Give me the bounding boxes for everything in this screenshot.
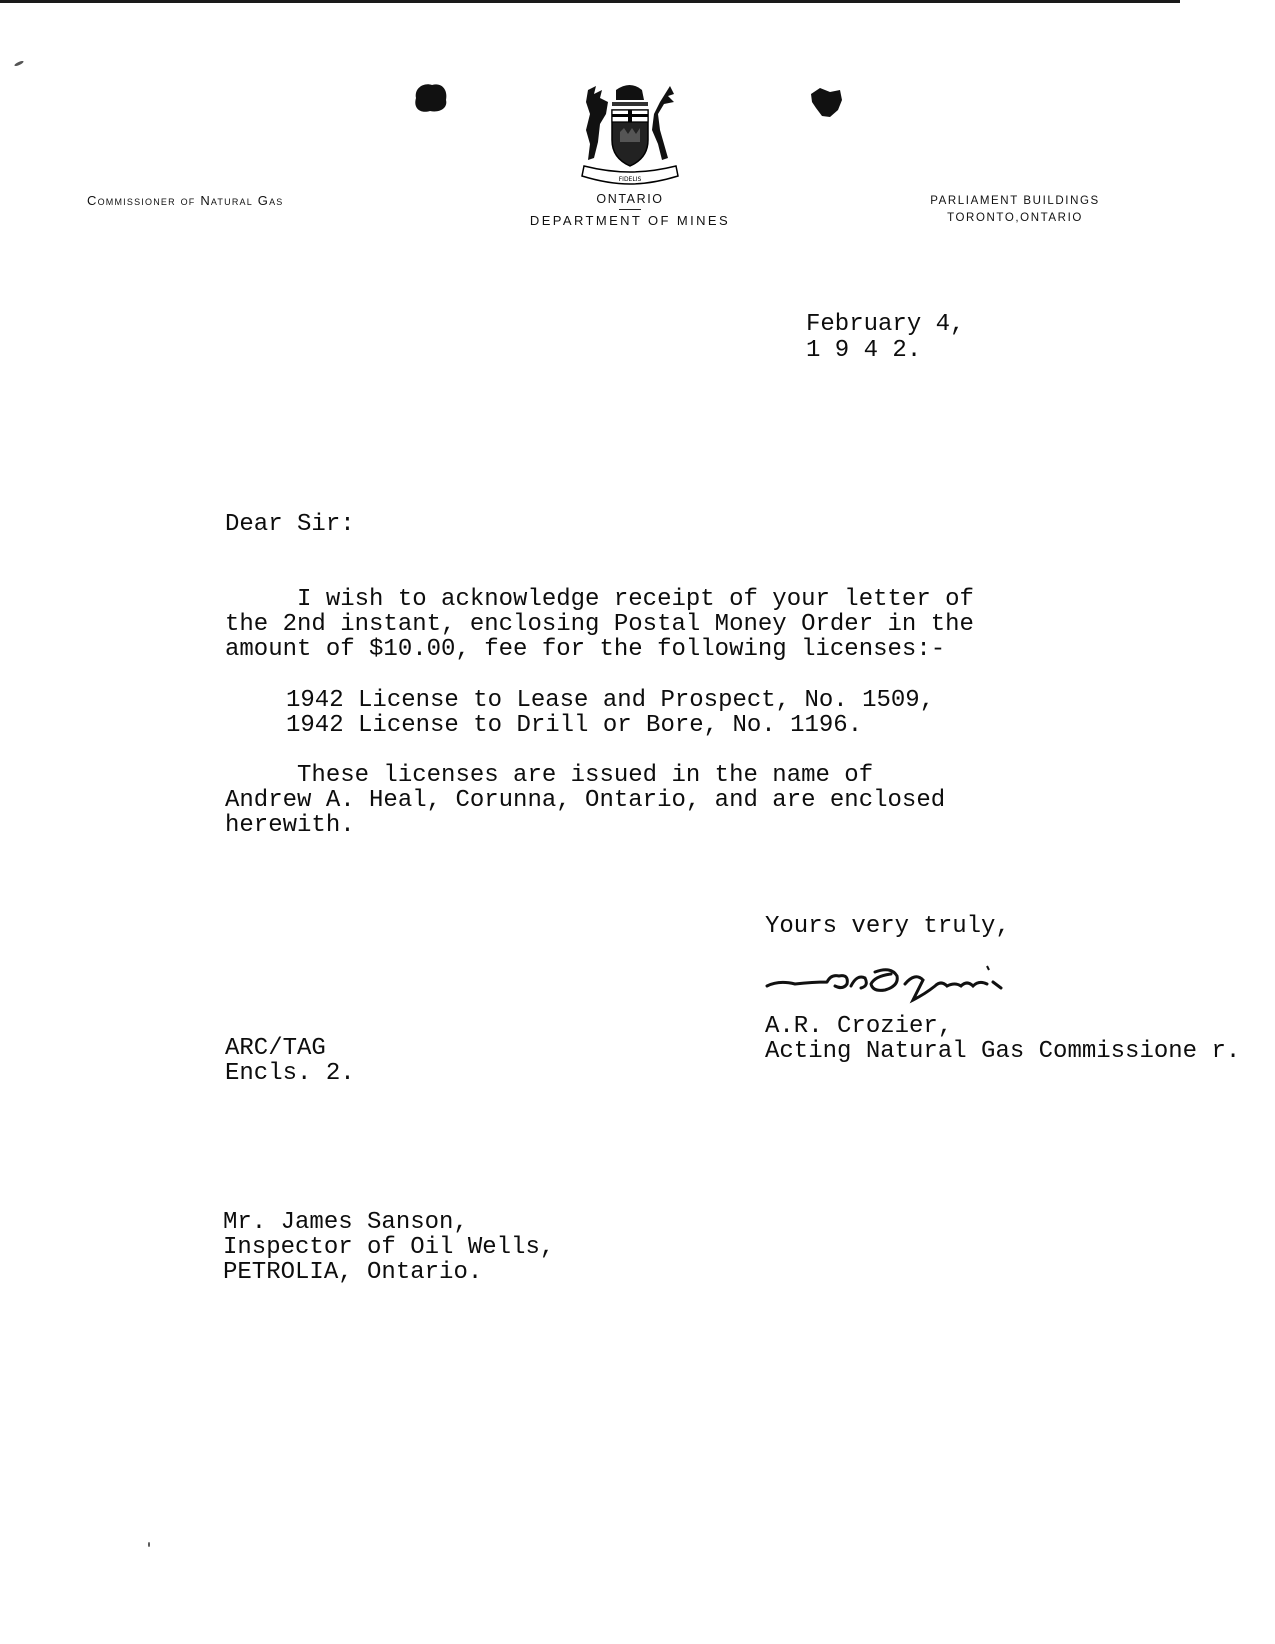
letter-date-line2: 1 9 4 2. [806,337,922,364]
letter-date-line1: February 4, [806,311,965,338]
margin-speck [148,1542,150,1547]
recipient-title: Inspector of Oil Wells, [223,1234,555,1261]
letterhead-province: ONTARIO [596,192,664,206]
ontario-coat-of-arms-emblem [578,80,682,186]
complimentary-close: Yours very truly, [765,913,1010,940]
margin-speck [14,60,24,67]
reference-initials: ARC/TAG [225,1035,326,1062]
ink-blot-right [808,86,844,120]
license-line1: 1942 License to Lease and Prospect, No. 1509, [286,687,935,714]
body-paragraph1-line1: I wish to acknowledge receipt of your letter of [225,586,974,613]
letterhead-address-line1: PARLIAMENT BUILDINGS [930,195,1100,207]
enclosures-note: Encls. 2. [225,1060,355,1087]
handwritten-signature [765,952,1065,1004]
license-line2: 1942 License to Drill or Bore, No. 1196. [286,712,863,739]
letterhead-office: Commissioner of Natural Gas [87,193,284,208]
body-paragraph2-line2: Andrew A. Heal, Corunna, Ontario, and are enclosed [225,787,946,814]
letterhead-ministry [505,192,755,228]
top-edge-rule [0,0,1180,3]
ink-blot-left [410,80,450,114]
svg-text:FIDELIS: FIDELIS [618,176,642,183]
letterhead-address [905,193,1125,227]
recipient-location: PETROLIA, Ontario. [223,1259,483,1286]
body-paragraph2-line3: herewith. [225,812,355,839]
signatory-name: A.R. Crozier, [765,1013,953,1040]
letterhead-department: DEPARTMENT OF MINES [529,213,731,228]
body-paragraph2-line1: These licenses are issued in the name of [225,762,874,789]
recipient-name: Mr. James Sanson, [223,1209,468,1236]
body-paragraph1-line3: amount of $10.00, fee for the following licenses:- [225,636,946,663]
letterhead-address-line2: TORONTO,ONTARIO [947,212,1083,224]
letterhead-divider [619,209,641,210]
salutation: Dear Sir: [225,511,355,538]
signatory-title: Acting Natural Gas Commissione r. [765,1038,1241,1065]
body-paragraph1-line2: the 2nd instant, enclosing Postal Money Order in the [225,611,974,638]
